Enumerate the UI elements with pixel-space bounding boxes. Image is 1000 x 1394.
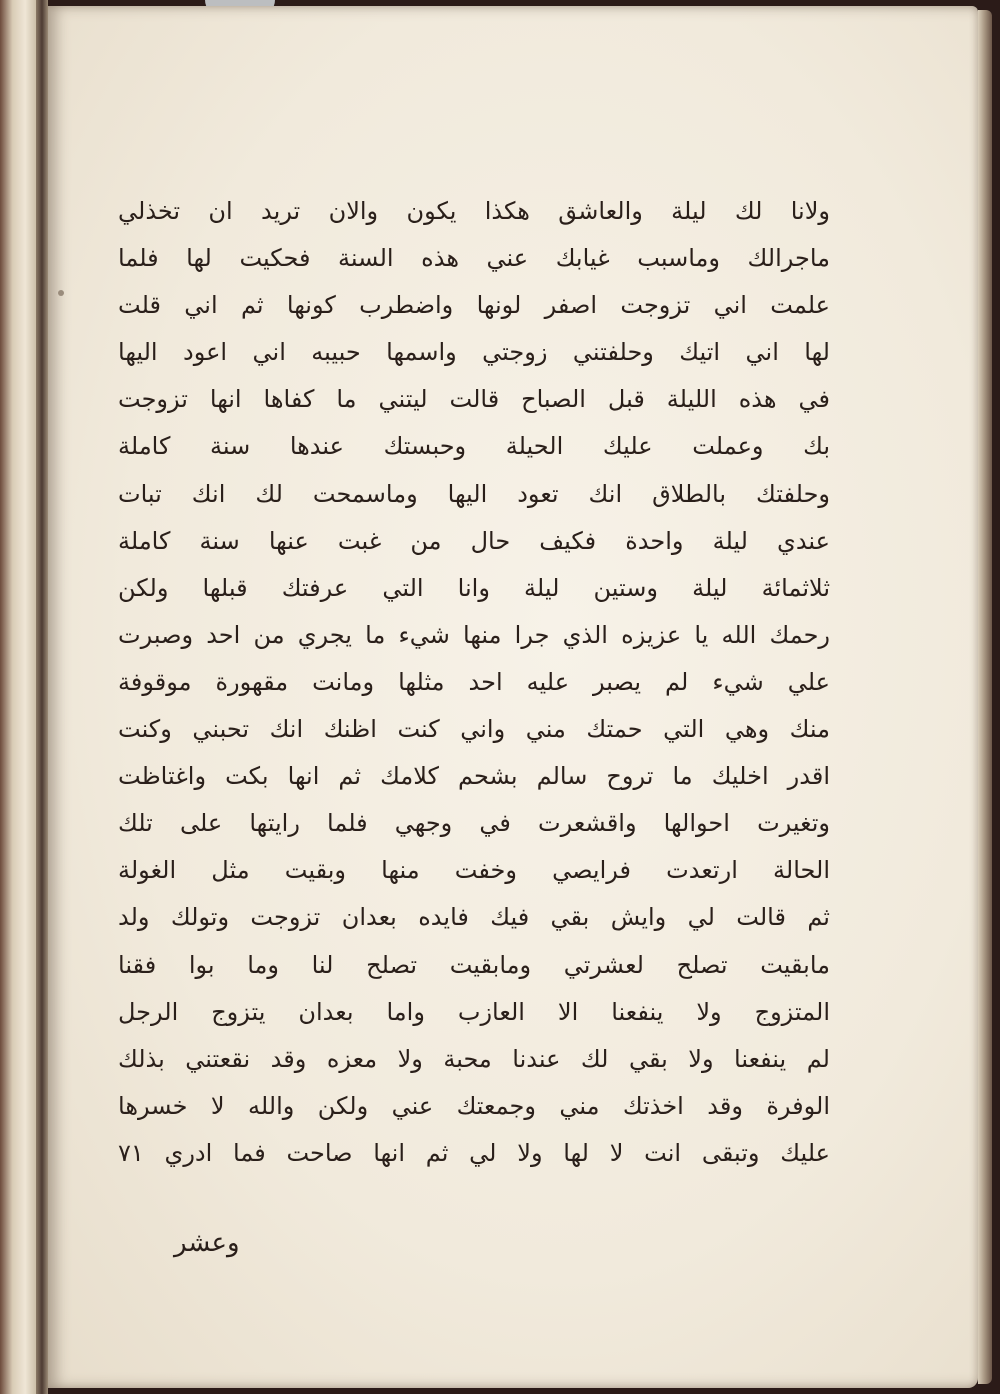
text-line: ثم قالت لي وايش بقي فيك فايده بعدان تزوجت وتولك ولد [118,903,830,932]
text-line: وحلفتك بالطلاق انك تعود اليها وماسمحت لك انك تبات [118,479,830,508]
text-line: ماجرالك وماسبب غيابك عني هذه السنة فحكيت لها فلما [118,244,830,273]
binding-gutter [36,0,48,1394]
text-line: عليك وتبقى انت لا لها ولا لي ثم انها صاحت فما ادري ٧١ [118,1138,830,1167]
text-line: بك وعملت عليك الحيلة وحبستك عندها سنة كاملة [118,432,830,461]
text-line: علي شيء لم يصبر عليه احد مثلها ومانت مقهورة موقوفة [118,667,830,696]
text-line: منك وهي التي حمتك مني واني كنت اظنك انك تحبني وكنت [118,715,830,744]
text-line: المتزوج ولا ينفعنا الا العازب واما بعدان يتزوج الرجل [118,997,830,1026]
manuscript-text-block [118,188,830,1177]
text-line: ولانا لك ليلة والعاشق هكذا يكون والان تريد ان تخذلي [118,197,830,225]
text-line: وتغيرت احوالها واقشعرت في وجهي فلما رايتها على تلك [118,809,830,838]
page-fore-edge [978,10,992,1384]
text-line: مابقيت تصلح لعشرتي ومابقيت تصلح لنا وما بوا فقنا [118,950,830,979]
text-line: الوفرة وقد اخذتك مني وجمعتك عني ولكن والله لا خسرها [118,1091,830,1120]
text-line: لها اني اتيك وحلفتني زوجتي واسمها حبيبه اني اعود اليها [118,338,830,367]
ink-speck [58,290,64,296]
catchword: وعشر [174,1228,240,1258]
text-line: ثلاثمائة ليلة وستين ليلة وانا التي عرفتك قبلها ولكن [118,573,830,602]
text-line: لم ينفعنا ولا بقي لك عندنا محبة ولا معزه وقد نقعتني بذلك [118,1044,830,1073]
text-line: الحالة ارتعدت فرايصي وخفت منها وبقيت مثل الغولة [118,856,830,885]
text-line: عندي ليلة واحدة فكيف حال من غبت عنها سنة كاملة [118,526,830,555]
text-line: اقدر اخليك ما تروح سالم بشحم كلامك ثم انها بكت واغتاظت [118,762,830,791]
text-line: رحمك الله يا عزيزه الذي جرا منها شيء ما يجري من احد وصبرت [118,620,830,649]
text-line: في هذه الليلة قبل الصباح قالت ليتني ما كفاها انها تزوجت [118,385,830,414]
text-line: علمت اني تزوجت اصفر لونها واضطرب كونها ثم اني قلت [118,291,830,320]
facing-page-edge [0,0,36,1394]
